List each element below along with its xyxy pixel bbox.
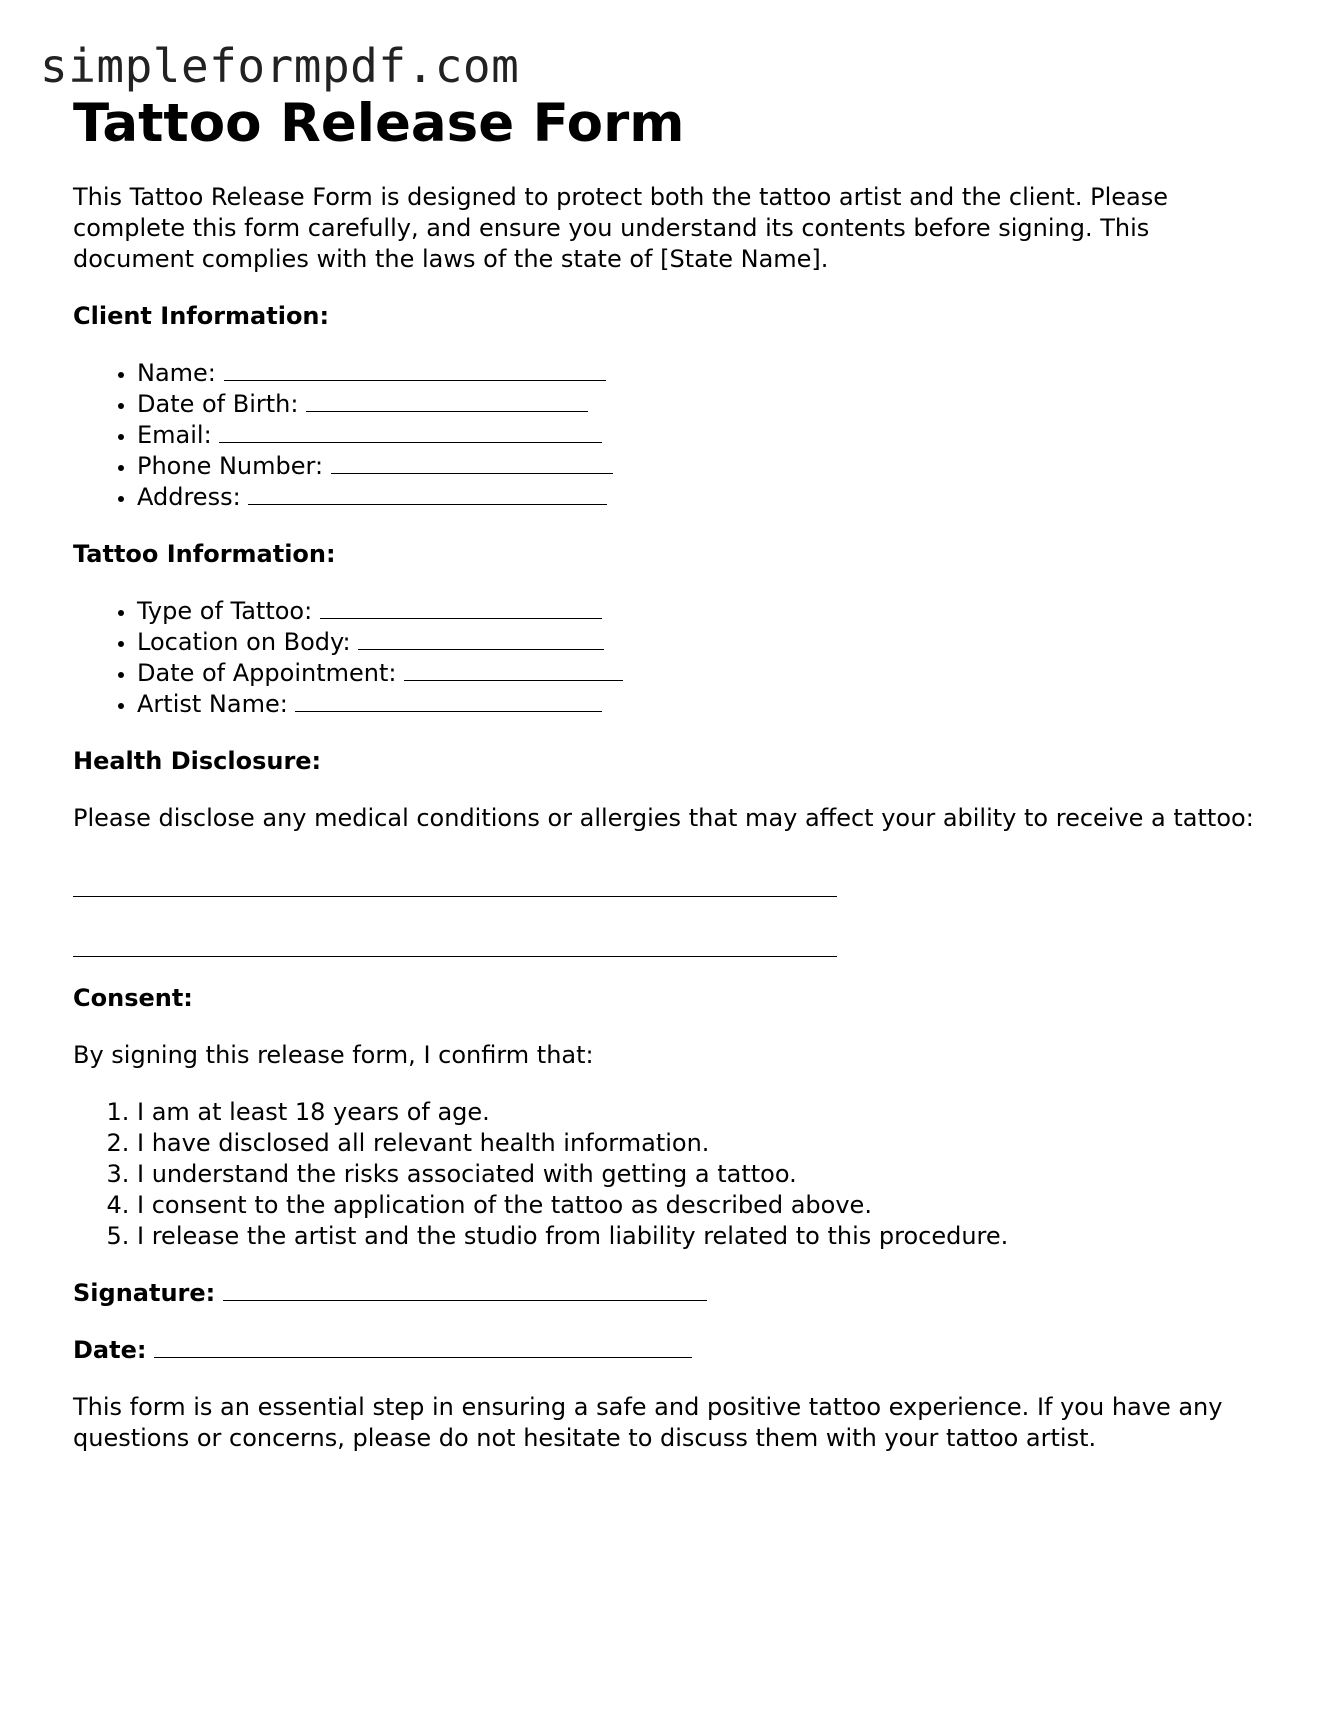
health-disclosure-heading: Health Disclosure: xyxy=(73,747,322,775)
health-disclosure-line-1[interactable] xyxy=(73,867,837,897)
signature-input-line[interactable] xyxy=(223,1278,707,1301)
client-field-email xyxy=(137,420,1263,451)
client-name-input-line[interactable] xyxy=(224,358,606,381)
consent-item: 2. I have disclosed all relevant health information. xyxy=(137,1128,1263,1159)
client-address-input-line[interactable] xyxy=(248,482,607,505)
health-disclosure-line-2[interactable] xyxy=(73,927,837,957)
tattoo-type-input-line[interactable] xyxy=(320,596,602,619)
tattoo-field-appointment xyxy=(137,658,1263,689)
tattoo-information-heading: Tattoo Information: xyxy=(73,540,336,568)
consent-heading: Consent: xyxy=(73,984,193,1012)
client-field-name-label: Name: xyxy=(137,359,216,387)
health-disclosure-prompt: Please disclose any medical conditions or allergies that may affect your ability to receive a tattoo: xyxy=(73,804,1254,832)
signature-field xyxy=(73,1278,1263,1309)
intro-paragraph: This Tattoo Release Form is designed to protect both the tattoo artist and the client. Please complete this form carefully, and ensure you understand its contents before signing. This document complies with the laws of the state of [State Name]. xyxy=(73,183,1168,273)
client-information-heading: Client Information: xyxy=(73,302,330,330)
tattoo-field-type xyxy=(137,596,1263,627)
consent-item: 1. I am at least 18 years of age. xyxy=(137,1097,1263,1128)
client-field-address-label: Address: xyxy=(137,483,241,511)
consent-lead: By signing this release form, I confirm that: xyxy=(73,1041,594,1069)
date-input-line[interactable] xyxy=(154,1335,692,1358)
signature-label: Signature: xyxy=(73,1279,216,1307)
consent-item: 4. I consent to the application of the tattoo as described above. xyxy=(137,1190,1263,1221)
client-field-name xyxy=(137,358,1263,389)
consent-list xyxy=(73,1097,1263,1252)
tattoo-field-artist xyxy=(137,689,1263,720)
closing-paragraph: This form is an essential step in ensuring a safe and positive tattoo experience. If you have any questions or concerns, please do not hesitate to discuss them with your tattoo artist. xyxy=(73,1393,1223,1452)
consent-item: 3. I understand the risks associated with getting a tattoo. xyxy=(137,1159,1263,1190)
tattoo-location-input-line[interactable] xyxy=(358,627,604,650)
watermark: simpleformpdf.com xyxy=(40,39,520,93)
tattoo-information-list xyxy=(73,596,1263,720)
client-email-input-line[interactable] xyxy=(219,420,602,443)
date-label: Date: xyxy=(73,1336,147,1364)
client-field-phone xyxy=(137,451,1263,482)
tattoo-field-appointment-label: Date of Appointment: xyxy=(137,659,397,687)
tattoo-field-location xyxy=(137,627,1263,658)
consent-item: 5. I release the artist and the studio from liability related to this procedure. xyxy=(137,1221,1263,1252)
client-field-email-label: Email: xyxy=(137,421,212,449)
client-dob-input-line[interactable] xyxy=(306,389,588,412)
tattoo-field-location-label: Location on Body: xyxy=(137,628,351,656)
client-field-address xyxy=(137,482,1263,513)
client-phone-input-line[interactable] xyxy=(331,451,613,474)
page-title: Tattoo Release Form xyxy=(73,93,685,154)
client-information-list xyxy=(73,358,1263,513)
tattoo-field-type-label: Type of Tattoo: xyxy=(137,597,313,625)
tattoo-field-artist-label: Artist Name: xyxy=(137,690,288,718)
client-field-phone-label: Phone Number: xyxy=(137,452,324,480)
tattoo-appointment-input-line[interactable] xyxy=(404,658,623,681)
date-field xyxy=(73,1335,1263,1366)
document-page xyxy=(73,92,1263,1454)
client-field-dob-label: Date of Birth: xyxy=(137,390,299,418)
client-field-dob xyxy=(137,389,1263,420)
tattoo-artist-input-line[interactable] xyxy=(295,689,602,712)
